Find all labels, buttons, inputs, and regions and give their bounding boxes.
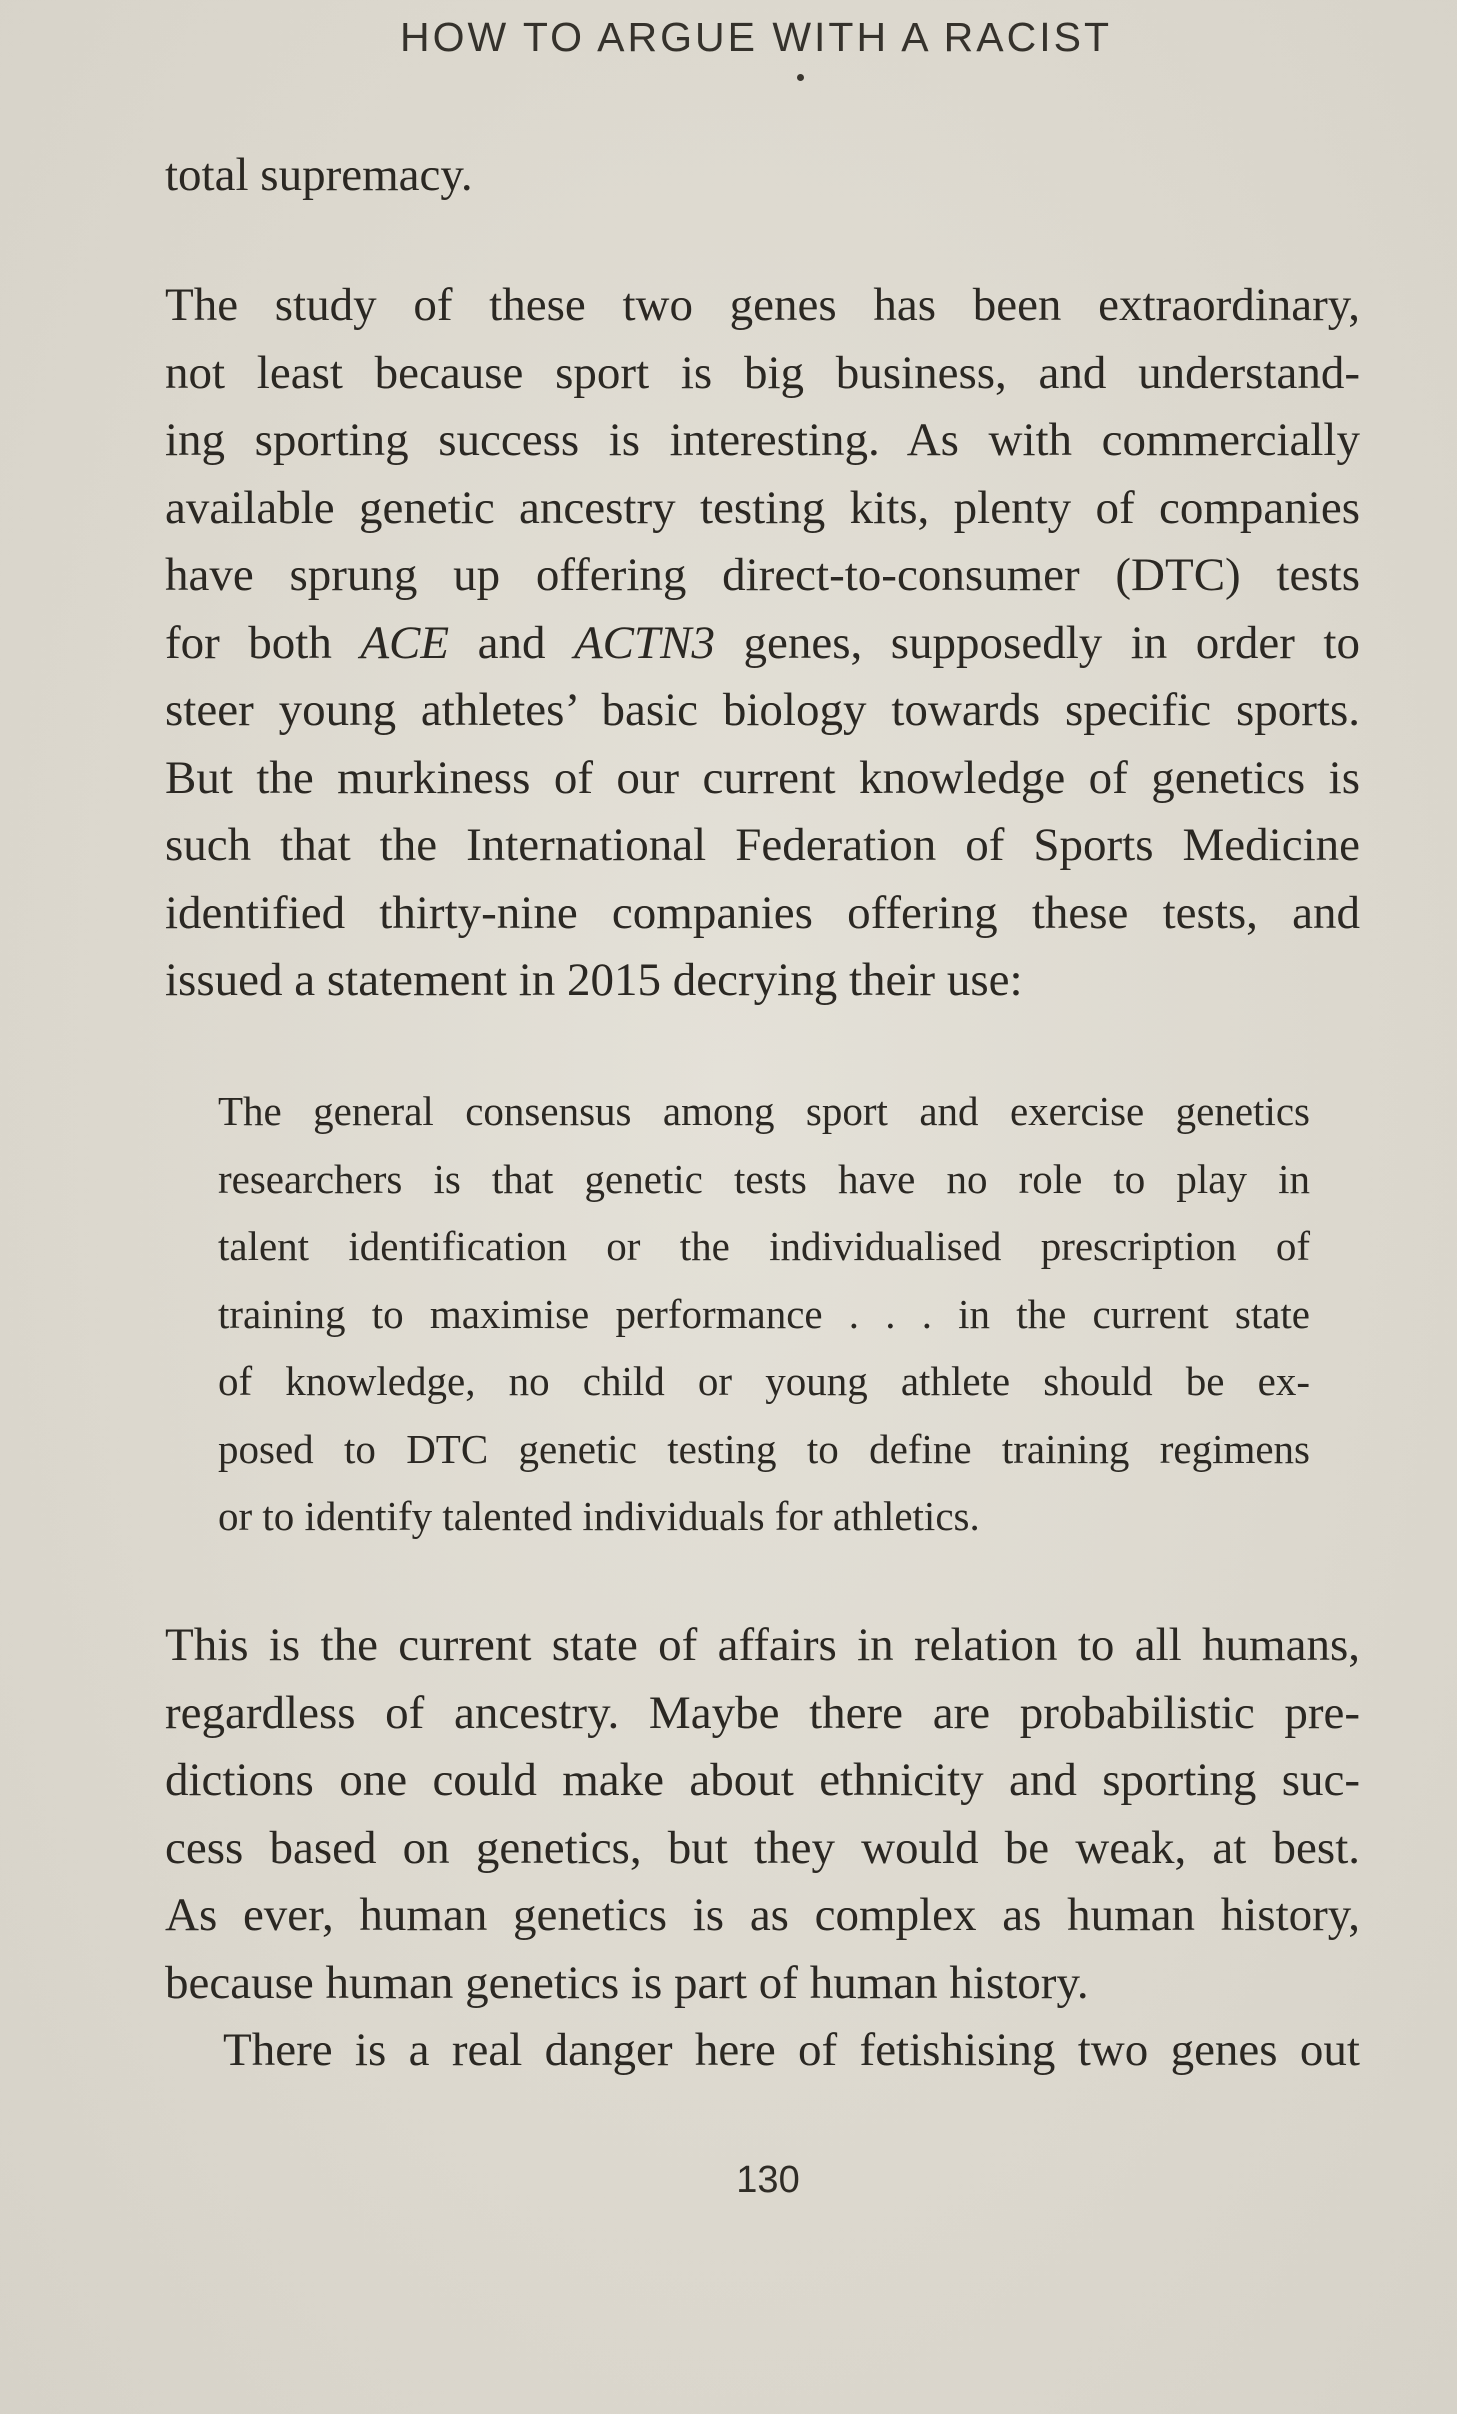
- quote-line: training to maximise performance . . . in the current state: [218, 1290, 1310, 1337]
- quote-line: or to identify talented individuals for athletics.: [218, 1493, 980, 1539]
- continued-paragraph: [165, 142, 1360, 210]
- text-line: cess based on genetics, but they would be weak, at best.: [165, 1821, 1360, 1874]
- paragraph-current-state: [165, 1612, 1360, 2085]
- running-head: HOW TO ARGUE WITH A RACIST: [399, 14, 1113, 60]
- text-line: identified thirty-nine companies offering these tests, and: [165, 886, 1360, 939]
- ornament-dot: [797, 74, 804, 81]
- paragraph-study-of-genes: [165, 272, 1360, 1015]
- text-line: regardless of ancestry. Maybe there are probabilistic pre-: [165, 1686, 1360, 1739]
- text-line: issued a statement in 2015 decrying their use:: [165, 954, 1023, 1006]
- quote-line: of knowledge, no child or young athlete should be ex-: [218, 1358, 1310, 1404]
- text-line: not least because sport is big business, and understand-: [165, 346, 1360, 399]
- page-number: 130: [736, 2159, 800, 2201]
- text-line: This is the current state of affairs in relation to all humans,: [165, 1619, 1360, 1671]
- text-run: for both: [165, 616, 361, 669]
- text-line: The study of these two genes has been extraordinary,: [165, 279, 1360, 331]
- block-quote: [218, 1078, 1310, 1551]
- quote-line: talent identification or the individualised prescription of: [218, 1223, 1310, 1269]
- text-line: As ever, human genetics is as complex as human history,: [165, 1889, 1360, 1941]
- text-run: genes, supposedly in order to: [715, 616, 1360, 669]
- text-line: available genetic ancestry testing kits, plenty of companies: [165, 481, 1360, 534]
- text-line: But the murkiness of our current knowledge of genetics is: [165, 751, 1360, 804]
- text-line: dictions one could make about ethnicity and sporting suc-: [165, 1754, 1360, 1806]
- text-line-paragraph-start: There is a real danger here of fetishising two genes out: [223, 2024, 1360, 2076]
- gene-name-actn3: ACTN3: [573, 616, 716, 669]
- text-line: such that the International Federation of Sports Medicine: [165, 819, 1360, 871]
- quote-line: researchers is that genetic tests have no role to play in: [218, 1155, 1310, 1202]
- text-line-with-gene-names: [165, 610, 1360, 678]
- quote-line: The general consensus among sport and exercise genetics: [218, 1088, 1310, 1134]
- text-line: ing sporting success is interesting. As with commercially: [165, 414, 1360, 466]
- quote-line: posed to DTC genetic testing to define training regimens: [218, 1425, 1310, 1472]
- text-line: have sprung up offering direct-to-consumer (DTC) tests: [165, 549, 1360, 601]
- text-line: steer young athletes’ basic biology towards specific sports.: [165, 684, 1360, 736]
- gene-name-ace: ACE: [360, 616, 450, 669]
- text-run: and: [449, 616, 574, 669]
- text-line: because human genetics is part of human history.: [165, 1956, 1089, 2009]
- text-line: total supremacy.: [165, 149, 473, 201]
